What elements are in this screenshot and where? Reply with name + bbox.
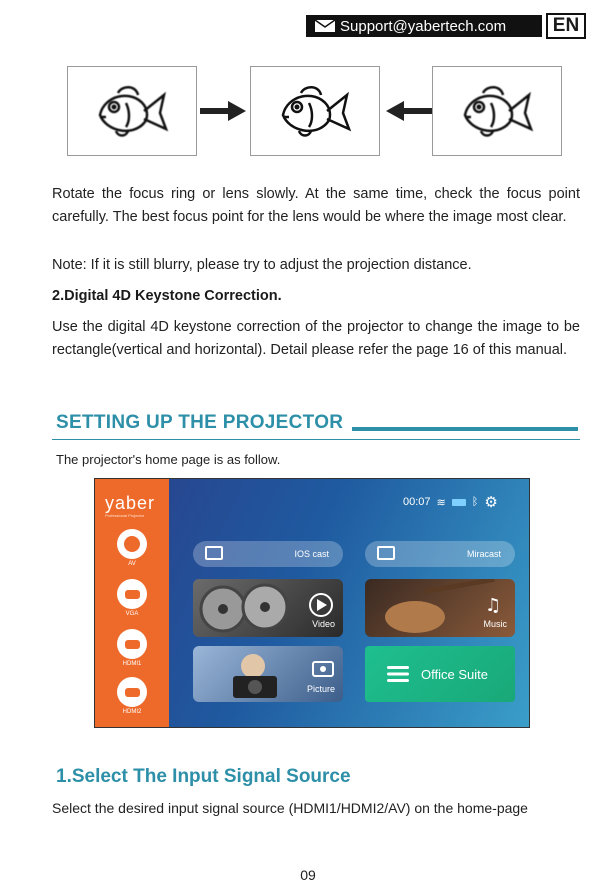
keystone-paragraph: Use the digital 4D keystone correction of the projector to change the image to be rectangle(vertical and horizontal). Detail please refer the page 16 of this manual. — [52, 319, 580, 358]
arrow-right-icon — [200, 100, 246, 122]
projector-home-screen — [94, 478, 530, 728]
gear-icon[interactable]: ⚙ — [484, 494, 498, 511]
arrow-left-icon — [386, 100, 432, 122]
vga-icon — [125, 590, 140, 599]
wifi-icon: ≋ — [436, 496, 446, 509]
page-number: 09 — [300, 867, 316, 883]
source-hdmi1-label: HDMI1 — [122, 661, 142, 667]
cast-icon — [205, 546, 223, 560]
hdmi-icon — [125, 688, 140, 697]
input-source-heading: 1.Select The Input Signal Source — [56, 766, 351, 787]
focus-paragraph: Rotate the focus ring or lens slowly. At the same time, check the focus point carefully. The best focus point for the lens would be where the image most clear. — [52, 186, 580, 225]
av-icon — [124, 536, 140, 552]
logo-tagline: Professional Projector — [105, 513, 145, 518]
fish-image-blurry-left — [67, 66, 197, 156]
clock: 00:07 — [403, 496, 431, 508]
list-icon — [387, 664, 411, 684]
yaber-logo: yaber — [105, 493, 156, 513]
language-badge: EN — [546, 13, 586, 39]
music-tile[interactable] — [365, 579, 515, 637]
fish-image-blurry-right — [432, 66, 562, 156]
section-rule — [352, 427, 578, 431]
section-title: SETTING UP THE PROJECTOR — [56, 412, 344, 433]
video-label: Video — [312, 619, 335, 629]
source-av-label: AV — [128, 561, 136, 567]
fish-icon — [275, 81, 355, 141]
svg-text:♫: ♫ — [485, 595, 502, 616]
support-email-bar — [306, 15, 542, 37]
office-suite-tile[interactable] — [365, 646, 515, 702]
office-suite-label: Office Suite — [421, 666, 488, 682]
miracast-button[interactable] — [365, 541, 515, 567]
fish-image-focused — [250, 66, 380, 156]
section-intro: The projector's home page is as follow. — [56, 452, 281, 467]
source-hdmi2-button[interactable] — [117, 677, 147, 707]
battery-icon — [452, 499, 466, 506]
source-vga-label: VGA — [125, 611, 139, 617]
picture-tile[interactable] — [193, 646, 343, 702]
note-text: Note: If it is still blurry, please try to adjust the projection distance. — [52, 257, 472, 273]
ios-cast-button[interactable] — [193, 541, 343, 567]
video-tile[interactable] — [193, 579, 343, 637]
mail-icon — [314, 19, 336, 33]
bluetooth-icon: ᛒ — [471, 496, 479, 508]
ios-cast-label: IOS cast — [294, 549, 329, 559]
hdmi-icon — [125, 640, 140, 649]
picture-label: Picture — [306, 684, 335, 694]
miracast-label: Miracast — [466, 549, 501, 559]
fish-icon — [92, 81, 172, 141]
section-underline — [52, 439, 580, 440]
source-av-button[interactable] — [117, 529, 147, 559]
support-email[interactable]: Support@yabertech.com — [340, 17, 507, 35]
source-vga-button[interactable] — [117, 579, 147, 609]
music-label: Music — [483, 619, 507, 629]
keystone-heading: 2.Digital 4D Keystone Correction. — [52, 288, 282, 304]
source-hdmi2-label: HDMI2 — [122, 709, 142, 715]
source-hdmi1-button[interactable] — [117, 629, 147, 659]
fish-icon — [457, 81, 537, 141]
miracast-icon — [377, 546, 395, 560]
status-bar — [403, 493, 498, 511]
input-source-text: Select the desired input signal source (HDMI1/HDMI2/AV) on the home-page — [52, 800, 528, 816]
source-sidebar — [95, 479, 169, 728]
